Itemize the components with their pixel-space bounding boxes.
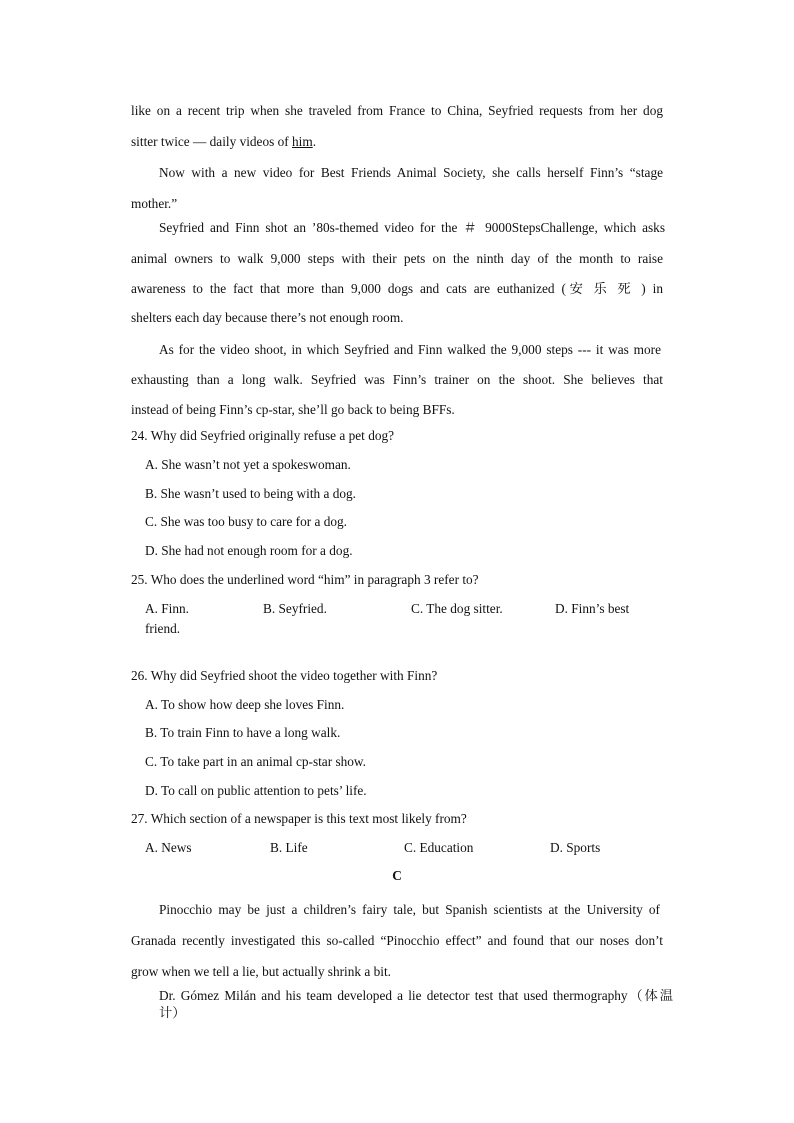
answer-option: D. She had not enough room for a dog. bbox=[145, 543, 353, 558]
section-heading: C bbox=[392, 868, 402, 883]
answer-option: C. She was too busy to care for a dog. bbox=[145, 514, 347, 529]
passage-line: As for the video shoot, in which Seyfried and Finn walked the 9,000 steps --- it was more bbox=[159, 342, 661, 357]
passage-line: Seyfried and Finn shot an ’80s-themed video for the ＃ 9000StepsChallenge, which asks bbox=[159, 220, 665, 235]
passage-line: grow when we tell a lie, but actually shrink a bit. bbox=[131, 964, 391, 979]
question-stem: 27. Which section of a newspaper is this text most likely from? bbox=[131, 811, 467, 826]
passage-line bbox=[131, 134, 316, 150]
text-fragment: sitter twice — daily videos of bbox=[131, 134, 293, 149]
passage-line: exhausting than a long walk. Seyfried was Finn’s trainer on the shoot. She believes that bbox=[131, 372, 663, 387]
passage-line: 计） bbox=[159, 1005, 186, 1020]
answer-option: A. To show how deep she loves Finn. bbox=[145, 697, 345, 712]
passage-line: shelters each day because there’s not enough room. bbox=[131, 310, 404, 325]
answer-option: B. To train Finn to have a long walk. bbox=[145, 725, 341, 740]
answer-option: D. To call on public attention to pets’ life. bbox=[145, 783, 367, 798]
underlined-word: him bbox=[292, 134, 313, 149]
question-stem: 25. Who does the underlined word “him” in paragraph 3 refer to? bbox=[131, 572, 479, 587]
answer-option: C. To take part in an animal cp-star show. bbox=[145, 754, 366, 769]
answer-option: A. Finn. bbox=[145, 601, 189, 616]
passage-line: like on a recent trip when she traveled from France to China, Seyfried requests from her dog bbox=[131, 103, 663, 118]
passage-line: Dr. Gómez Milán and his team developed a lie detector test that used thermography（体温 bbox=[159, 988, 673, 1003]
question-stem: 26. Why did Seyfried shoot the video together with Finn? bbox=[131, 668, 438, 683]
passage-line: animal owners to walk 9,000 steps with their pets on the ninth day of the month to raise bbox=[131, 251, 663, 266]
answer-option-continuation: friend. bbox=[145, 621, 181, 636]
answer-option: A. News bbox=[145, 840, 192, 855]
answer-option: B. She wasn’t used to being with a dog. bbox=[145, 486, 357, 501]
passage-line: Granada recently investigated this so-called “Pinocchio effect” and found that our noses don’t bbox=[131, 933, 663, 948]
answer-option: B. Life bbox=[270, 840, 308, 855]
answer-option: C. Education bbox=[404, 840, 474, 855]
passage-line: instead of being Finn’s cp-star, she’ll go back to being BFFs. bbox=[131, 402, 455, 417]
passage-line: awareness to the fact that more than 9,000 dogs and cats are euthanized (安 乐 死 ) in bbox=[131, 281, 663, 296]
passage-line: Now with a new video for Best Friends Animal Society, she calls herself Finn’s “stage bbox=[159, 165, 663, 180]
text-fragment: . bbox=[312, 134, 317, 149]
question-stem: 24. Why did Seyfried originally refuse a pet dog? bbox=[131, 428, 395, 443]
answer-option: D. Sports bbox=[550, 840, 601, 855]
answer-option: D. Finn’s best bbox=[555, 601, 630, 616]
answer-option: B. Seyfried. bbox=[263, 601, 327, 616]
answer-option: C. The dog sitter. bbox=[411, 601, 503, 616]
answer-option: A. She wasn’t not yet a spokeswoman. bbox=[145, 457, 351, 472]
passage-line: Pinocchio may be just a children’s fairy tale, but Spanish scientists at the University of bbox=[159, 902, 660, 917]
passage-line: mother.” bbox=[131, 196, 178, 211]
